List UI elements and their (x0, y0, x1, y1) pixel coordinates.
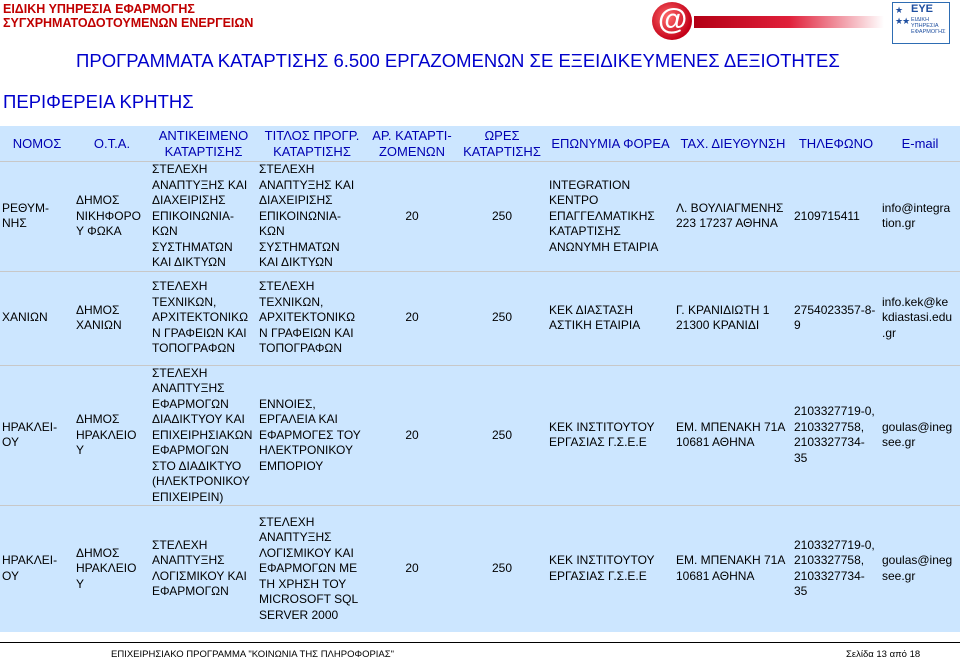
header-email: E-mail (880, 126, 960, 162)
cell-ota: ΔΗΜΟΣ ΗΡΑΚΛΕΙΟ Υ (74, 506, 150, 632)
header-antikeimeno: ΑΝΤΙΚΕΙΜΕΝΟ ΚΑΤΑΡΤΙΣΗΣ (150, 126, 257, 162)
header-ores: ΩΡΕΣ ΚΑΤΑΡΤΙΣΗΣ (457, 126, 547, 162)
cell-address: ΕΜ. ΜΠΕΝΑΚΗ 71Α 10681 ΑΘΗΝΑ (674, 506, 792, 632)
cell-ores: 250 (457, 506, 547, 632)
cell-phone: 2754023357-8- 9 (792, 271, 880, 365)
cell-ores: 250 (457, 365, 547, 506)
table-row (0, 162, 960, 272)
programs-table (0, 126, 960, 632)
table-header-row (0, 126, 960, 162)
region-title: ΠΕΡΙΦΕΡΕΙΑ ΚΡΗΤΗΣ (3, 91, 194, 112)
table-row (0, 506, 960, 632)
cell-address: Γ. ΚΡΑΝΙΔΙΩΤΗ 1 21300 ΚΡΑΝΙΔΙ (674, 271, 792, 365)
footer-program: ΕΠΙΧΕΙΡΗΣΙΑΚΟ ΠΡΟΓΡΑΜΜΑ "ΚΟΙΝΩΝΙΑ ΤΗΣ ΠΛΗΡΟΦΟΡΙΑΣ" (111, 649, 395, 660)
cell-eponymia: INTEGRATION ΚΕΝΤΡΟ ΕΠΑΓΓΕΛΜΑΤΙΚΗΣ ΚΑΤΑΡΤΙΣΗΣ ΑΝΩΝΥΜΗ ΕΤΑΙΡΙΑ (547, 162, 674, 272)
cell-ar: 20 (367, 506, 457, 632)
cell-ota: ΔΗΜΟΣ ΗΡΑΚΛΕΙΟ Υ (74, 365, 150, 506)
footer (0, 642, 960, 662)
header-phone: ΤΗΛΕΦΩΝΟ (792, 126, 880, 162)
cell-nomos: ΡΕΘΥΜ- ΝΗΣ (0, 162, 74, 272)
cell-email[interactable]: goulas@ineg see.gr (880, 506, 960, 632)
cell-ores: 250 (457, 271, 547, 365)
cell-phone: 2103327719-0, 2103327758, 2103327734-35 (792, 365, 880, 506)
cell-antikeimeno: ΣΤΕΛΕΧΗ ΤΕΧΝΙΚΩΝ, ΑΡΧΙΤΕΚΤΟΝΙΚΩ Ν ΓΡΑΦΕΙΩΝ ΚΑΙ ΤΟΠΟΓΡΑΦΩΝ (150, 271, 257, 365)
cell-ores: 250 (457, 162, 547, 272)
cell-nomos: ΧΑΝΙΩΝ (0, 271, 74, 365)
header-nomos: ΝΟΜΟΣ (0, 126, 74, 162)
cell-antikeimeno: ΣΤΕΛΕΧΗ ΑΝΑΠΤΥΞΗΣ ΛΟΓΙΣΜΙΚΟΥ ΚΑΙ ΕΦΑΡΜΟΓΩΝ (150, 506, 257, 632)
information-society-logo: @ (652, 2, 890, 42)
cell-ota: ΔΗΜΟΣ ΧΑΝΙΩΝ (74, 271, 150, 365)
header-address: ΤΑΧ. ΔΙΕΥΘΥΝΣΗ (674, 126, 792, 162)
cell-email[interactable]: info@integra tion.gr (880, 162, 960, 272)
cell-ar: 20 (367, 271, 457, 365)
cell-titlos: ΕΝΝΟΙΕΣ, ΕΡΓΑΛΕΙΑ ΚΑΙ ΕΦΑΡΜΟΓΕΣ ΤΟΥ ΗΛΕΚΤΡΟΝΙΚΟΥ ΕΜΠΟΡΙΟΥ (257, 365, 367, 506)
cell-nomos: ΗΡΑΚΛΕΙ- ΟΥ (0, 506, 74, 632)
cell-antikeimeno: ΣΤΕΛΕΧΗ ΑΝΑΠΤΥΞΗΣ ΕΦΑΡΜΟΓΩΝ ΔΙΑΔΙΚΤΥΟΥ ΚΑΙ ΕΠΙΧΕΙΡΗΣΙΑΚΩΝ ΕΦΑΡΜΟΓΩΝ ΣΤΟ ΔΙΑΔΙΚΤΥΟ (ΗΛΕΚΤΡΟΝΙΚΟΥ ΕΠΙΧΕΙΡΕΙΝ) (150, 365, 257, 506)
org-line-2: ΣΥΓΧΡΗΜΑΤΟΔΟΤΟΥΜΕΝΩΝ ΕΝΕΡΓΕΙΩΝ (3, 16, 254, 30)
cell-ar: 20 (367, 365, 457, 506)
table-row (0, 271, 960, 365)
header-titlos: ΤΙΤΛΟΣ ΠΡΟΓΡ. ΚΑΤΑΡΤΙΣΗΣ (257, 126, 367, 162)
table-body (0, 162, 960, 632)
cell-antikeimeno: ΣΤΕΛΕΧΗ ΑΝΑΠΤΥΞΗΣ ΚΑΙ ΔΙΑΧΕΙΡΙΣΗΣ ΕΠΙΚΟΙΝΩΝΙΑ- ΚΩΝ ΣΥΣΤΗΜΑΤΩΝ ΚΑΙ ΔΙΚΤΥΩΝ (150, 162, 257, 272)
cell-ar: 20 (367, 162, 457, 272)
ekt-eye-logo: ★ ★★ ΕΥΕ ΕΙΔΙΚΗ ΥΠΗΡΕΣΙΑ ΕΦΑΡΜΟΓΗΣ (892, 2, 950, 44)
cell-email[interactable]: goulas@ineg see.gr (880, 365, 960, 506)
cell-titlos: ΣΤΕΛΕΧΗ ΑΝΑΠΤΥΞΗΣ ΚΑΙ ΔΙΑΧΕΙΡΙΣΗΣ ΕΠΙΚΟΙΝΩΝΙΑ- ΚΩΝ ΣΥΣΤΗΜΑΤΩΝ ΚΑΙ ΔΙΚΤΥΩΝ (257, 162, 367, 272)
cell-eponymia: ΚΕΚ ΔΙΑΣΤΑΣΗ ΑΣΤΙΚΗ ΕΤΑΙΡΙΑ (547, 271, 674, 365)
header-ota: Ο.Τ.Α. (74, 126, 150, 162)
cell-titlos: ΣΤΕΛΕΧΗ ΤΕΧΝΙΚΩΝ, ΑΡΧΙΤΕΚΤΟΝΙΚΩ Ν ΓΡΑΦΕΙΩΝ ΚΑΙ ΤΟΠΟΓΡΑΦΩΝ (257, 271, 367, 365)
header-arithmos: ΑΡ. ΚΑΤΑΡΤΙ- ΖΟΜΕΝΩΝ (367, 126, 457, 162)
page-title: ΠΡΟΓΡΑΜΜΑΤΑ ΚΑΤΑΡΤΙΣΗΣ 6.500 ΕΡΓΑΖΟΜΕΝΩΝ ΣΕ ΕΞΕΙΔΙΚΕΥΜΕΝΕΣ ΔΕΞΙΟΤΗΤΕΣ (76, 50, 840, 71)
logo-stripe (694, 16, 884, 28)
header-eponymia: ΕΠΩΝΥΜΙΑ ΦΟΡΕΑ (547, 126, 674, 162)
logos-area (652, 2, 950, 42)
cell-titlos: ΣΤΕΛΕΧΗ ΑΝΑΠΤΥΞΗΣ ΛΟΓΙΣΜΙΚΟΥ ΚΑΙ ΕΦΑΡΜΟΓΩΝ ΜΕ ΤΗ ΧΡΗΣΗ ΤΟΥ MICROSOFT SQL SERVER 2000 (257, 506, 367, 632)
cell-nomos: ΗΡΑΚΛΕΙ- ΟΥ (0, 365, 74, 506)
page-number: Σελίδα 13 από 18 (846, 649, 921, 660)
cell-email[interactable]: info.kek@ke kdiastasi.edu .gr (880, 271, 960, 365)
cell-phone: 2103327719-0, 2103327758, 2103327734-35 (792, 506, 880, 632)
table-row (0, 365, 960, 506)
cell-phone: 2109715411 (792, 162, 880, 272)
cell-eponymia: ΚΕΚ ΙΝΣΤΙΤΟΥΤΟΥ ΕΡΓΑΣΙΑΣ Γ.Σ.Ε.Ε (547, 506, 674, 632)
cell-eponymia: ΚΕΚ ΙΝΣΤΙΤΟΥΤΟΥ ΕΡΓΑΣΙΑΣ Γ.Σ.Ε.Ε (547, 365, 674, 506)
cell-address: ΕΜ. ΜΠΕΝΑΚΗ 71Α 10681 ΑΘΗΝΑ (674, 365, 792, 506)
organization-header (3, 2, 253, 30)
cell-ota: ΔΗΜΟΣ ΝΙΚΗΦΟΡΟ Υ ΦΩΚΑ (74, 162, 150, 272)
org-line-1: ΕΙΔΙΚΗ ΥΠΗΡΕΣΙΑ ΕΦΑΡΜΟΓΗΣ (3, 2, 195, 16)
cell-address: Λ. ΒΟΥΛΙΑΓΜΕΝΗΣ 223 17237 ΑΘΗΝΑ (674, 162, 792, 272)
eu-stars-icon: ★ ★★ (895, 5, 910, 26)
